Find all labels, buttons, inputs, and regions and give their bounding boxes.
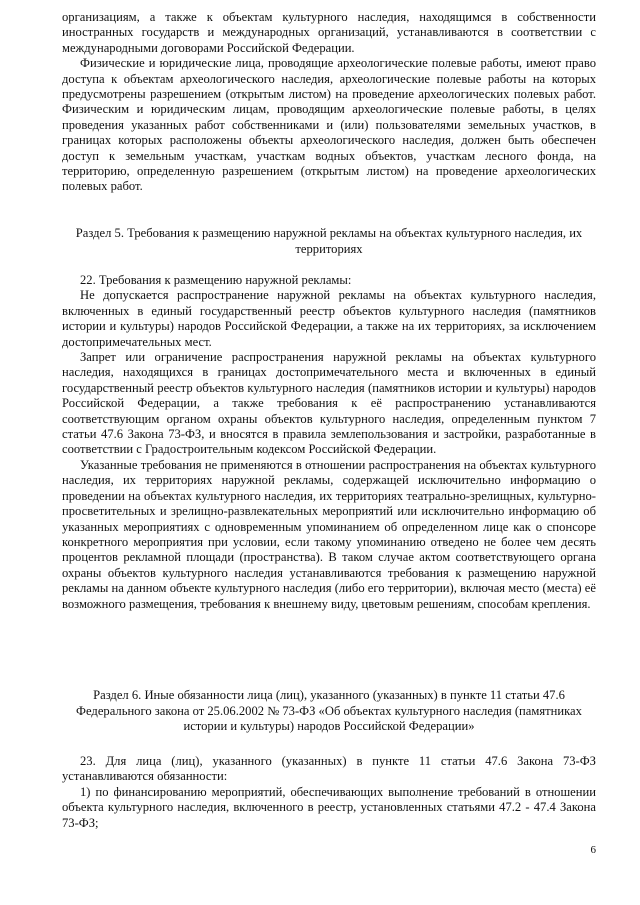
section-6-body xyxy=(62,754,596,831)
paragraph-advertising-ban: Не допускается распространение наружной рекламы на объектах культурного наследия, включенных в единый государственный реестр объектов культурного наследия (памятников истории и культуры) народов Российской Федерации, а также на их территориях, за исключением достопримечательных мест. xyxy=(62,288,596,349)
section-6 xyxy=(62,688,596,735)
section-6-heading: Раздел 6. Иные обязанности лица (лиц), указанного (указанных) в пункте 11 статьи 47.6 Федерального закона от 25.06.2002 № 73-ФЗ «Об объектах культурного наследия (памятниках истории и культуры) народов Российской Федерации» xyxy=(76,688,582,734)
page-number: 6 xyxy=(590,844,596,856)
section-5 xyxy=(62,226,596,257)
top-text-block xyxy=(62,10,596,195)
clause-23-item-1: 1) по финансированию мероприятий, обеспечивающих выполнение требований в отношении объекта культурного наследия, включенного в реестр, установленных статьями 47.2 - 47.4 Закона 73-ФЗ; xyxy=(62,784,596,830)
clause-22-title: 22. Требования к размещению наружной рекламы: xyxy=(80,273,352,287)
section-5-body xyxy=(62,273,596,612)
paragraph-continuation: организациям, а также к объектам культурного наследия, находящимся в собственности иностранных государств и международных организаций, устанавливаются в соответствии с международными договорами Российской Федерации. xyxy=(62,10,596,55)
paragraph-advertising-exceptions: Указанные требования не применяются в отношении распространения на объектах культурного наследия, их территориях наружной рекламы, содержащей исключительно информацию о проведении на объектах культурного наследия, их территориях театрально-зрелищных, культурно-просветительных и зрелищно-развлекательных мероприятий или исключительно информацию об указанных мероприятиях с одновременным упоминанием об определенном лице как о спонсоре конкретного мероприятия при условии, если такому упоминанию отведено не более чем десять процентов рекламной площади (пространства). В таком случае актом соответствующего органа охраны объектов культурного наследия устанавливаются требования к размещению наружной рекламы на данном объекте культурного наследия (либо его территории), включая место (места) её возможного размещения, требования к внешнему виду, цветовым решениям, способам крепления. xyxy=(62,457,596,611)
paragraph-advertising-restriction: Запрет или ограничение распространения наружной рекламы на объектах культурного наследия, находящихся в границах достопримечательного места и включенных в единый государственный реестр объектов культурного наследия (памятников истории и культуры) народов Российской Федерации, а также требования к её распространению устанавливаются соответствующим органом охраны объектов культурного наследия, определенным пунктом 7 статьи 47.6 Закона 73-ФЗ, и вносятся в правила землепользования и застройки, разработанные в соответствии с Градостроительным кодексом Российской Федерации. xyxy=(62,350,596,457)
paragraph-archaeological-access: Физические и юридические лица, проводящие археологические полевые работы, имеют право доступа к объектам археологического наследия, археологические полевые работы на которых предусмотрены разрешением (открытым листом) на проведение археологических полевых работ. Физическим и юридическим лицам, проводящим археологические полевые работы, в целях проведения указанных работ собственниками и (или) пользователями земельных участков, в границах которых расположены объекты археологического наследия, должен быть обеспечен доступ к земельным участкам, участкам водных объектов, участкам лесного фонда, на территорию, определенную разрешением (открытым листом) на проведение археологических полевых работ. xyxy=(62,56,596,194)
clause-23-title: 23. Для лица (лиц), указанного (указанных) в пункте 11 статьи 47.6 Закона 73-ФЗ устанавливаются обязанности: xyxy=(62,754,596,784)
section-5-heading: Раздел 5. Требования к размещению наружной рекламы на объектах культурного наследия, их территориях xyxy=(75,226,583,256)
